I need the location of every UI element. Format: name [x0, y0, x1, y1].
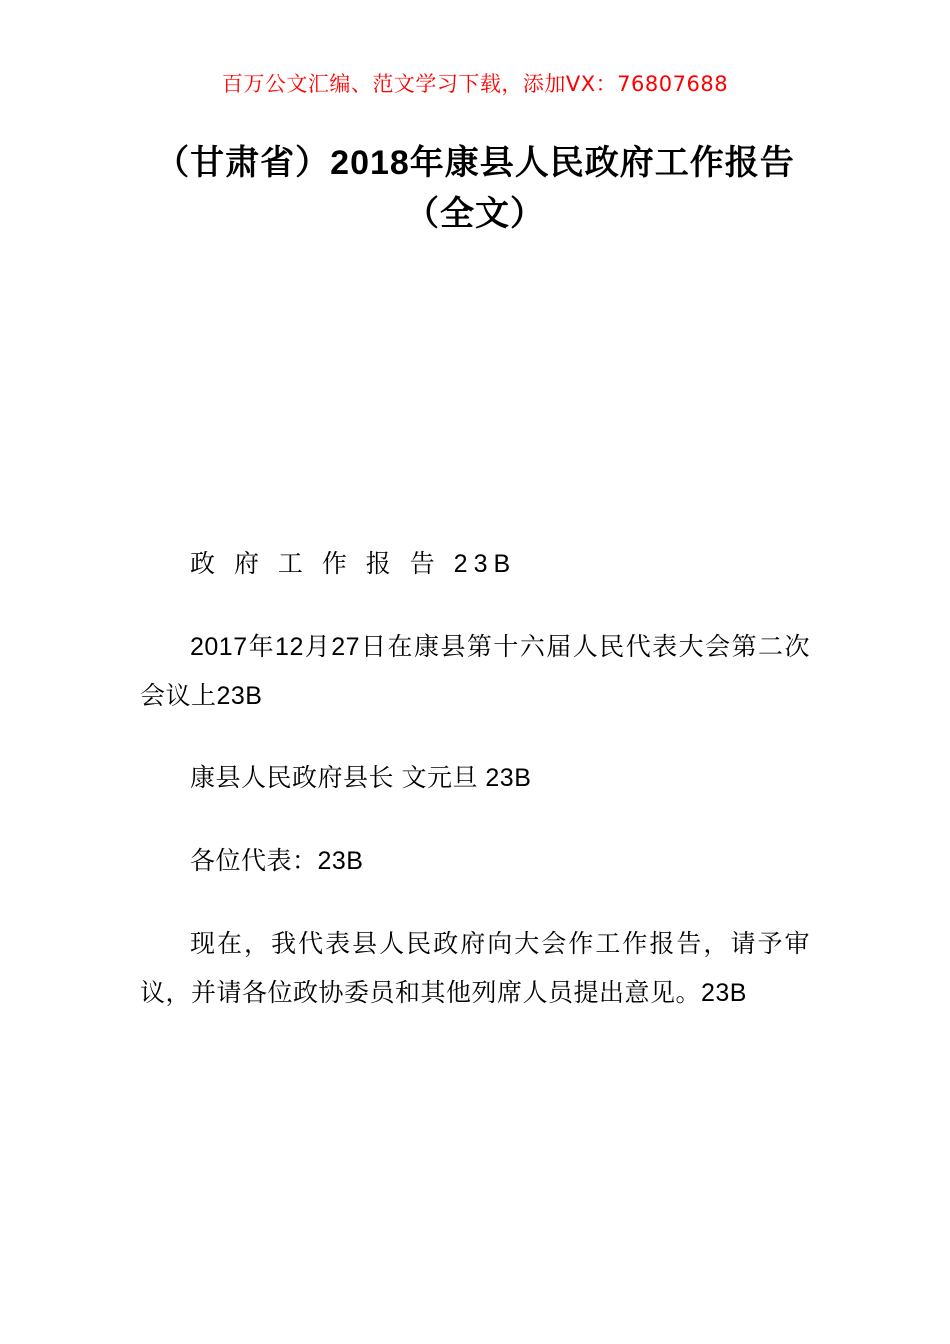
watermark-banner: 百万公文汇编、范文学习下载，添加VX：76807688: [221, 72, 729, 96]
paragraph: 各位代表：23B: [190, 847, 364, 875]
page-title: [140, 138, 810, 240]
document-body: [140, 540, 810, 1017]
page-title-line-2: （全文）: [405, 195, 545, 233]
paragraph: 康县人民政府县长 文元旦 23B: [190, 764, 532, 793]
paragraph: 政 府 工 作 报 告 23B: [190, 550, 517, 578]
paragraph: 2017年12月27日在康县第十六届人民代表大会第二次会议上23B: [140, 632, 810, 710]
page-title-line-1: （甘肃省）2018年康县人民政府工作报告: [155, 144, 795, 182]
paragraph: 现在，我代表县人民政府向大会作工作报告，请予审议，并请各位政协委员和其他列席人员提出意见。23B: [140, 929, 810, 1007]
